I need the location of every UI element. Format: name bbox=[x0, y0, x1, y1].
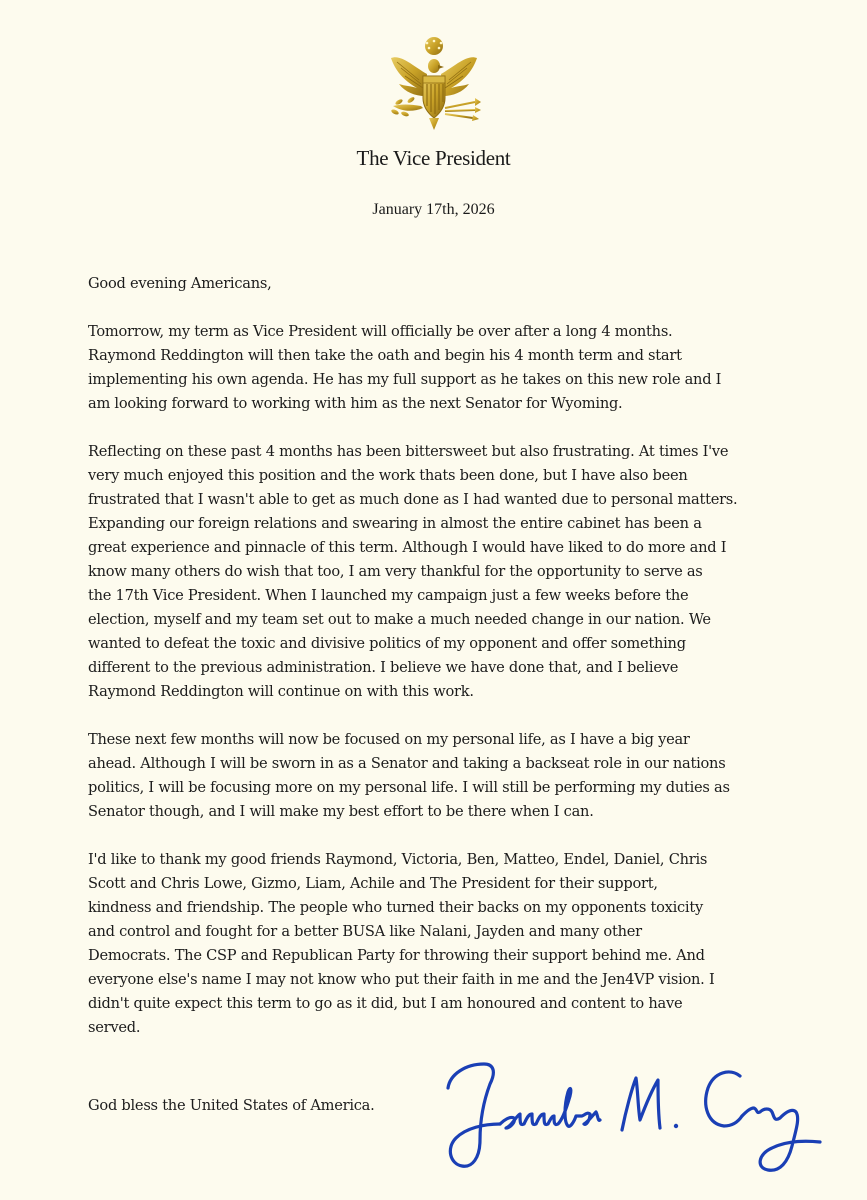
letter-greeting: Good evening Americans, bbox=[88, 275, 272, 292]
letter-paragraph-2: Reflecting on these past 4 months has been bittersweet but also frustrating. At times I've very much enjoyed this position and the work thats been done, but I have also been frustrated that I wasn't able to get as much done as I had wanted due to personal matters. Expanding our foreign relations and swearing in almost the entire cabinet has been a great experience and pinnacle of this term. Although I would have liked to do more and I know many others do wish that too, I am very thankful for the opportunity to serve as the 17th Vice President. When I launched my campaign just a few weeks before the election, myself and my team set out to make a much needed change in our nation. We wanted to defeat the toxic and divisive politics of my opponent and offer something different to the previous administration. I believe we have done that, and I believe Raymond Reddington will continue on with this work. bbox=[88, 443, 738, 700]
letter-date: January 17th, 2026 bbox=[372, 201, 495, 218]
letter-closing: God bless the United States of America. bbox=[88, 1097, 375, 1114]
eagle-seal-icon bbox=[383, 36, 485, 134]
letter-body bbox=[88, 272, 808, 1064]
letter-paragraph-4: I'd like to thank my good friends Raymond, Victoria, Ben, Matteo, Endel, Daniel, Chris Scott and Chris Lowe, Gizmo, Liam, Achile and The President for their support, kindness and friendship. The people who turned their backs on my opponents toxicity and control and fought for a better BUSA like Nalani, Jayden and many other Democrats. The CSP and Republican Party for throwing their support behind me. And everyone else's name I may not know who put their faith in me and the Jen4VP vision. I didn't quite expect this term to go as it did, but I am honoured and content to have served. bbox=[88, 851, 715, 1036]
letter-paragraph-1: Tomorrow, my term as Vice President will officially be over after a long 4 months. Raymond Reddington will then take the oath and begin his 4 month term and start implementing his own agenda. He has my full support as he takes on this new role and I am looking forward to working with him as the next Senator for Wyoming. bbox=[88, 323, 722, 412]
office-title: The Vice President bbox=[356, 146, 511, 170]
letter-paragraph-3: These next few months will now be focused on my personal life, as I have a big year ahead. Although I will be sworn in as a Senator and taking a backseat role in our nations politics, I will be focusing more on my personal life. I will still be performing my duties as Senator though, and I will make my best effort to be there when I can. bbox=[88, 731, 730, 820]
signature-icon bbox=[440, 1050, 830, 1178]
